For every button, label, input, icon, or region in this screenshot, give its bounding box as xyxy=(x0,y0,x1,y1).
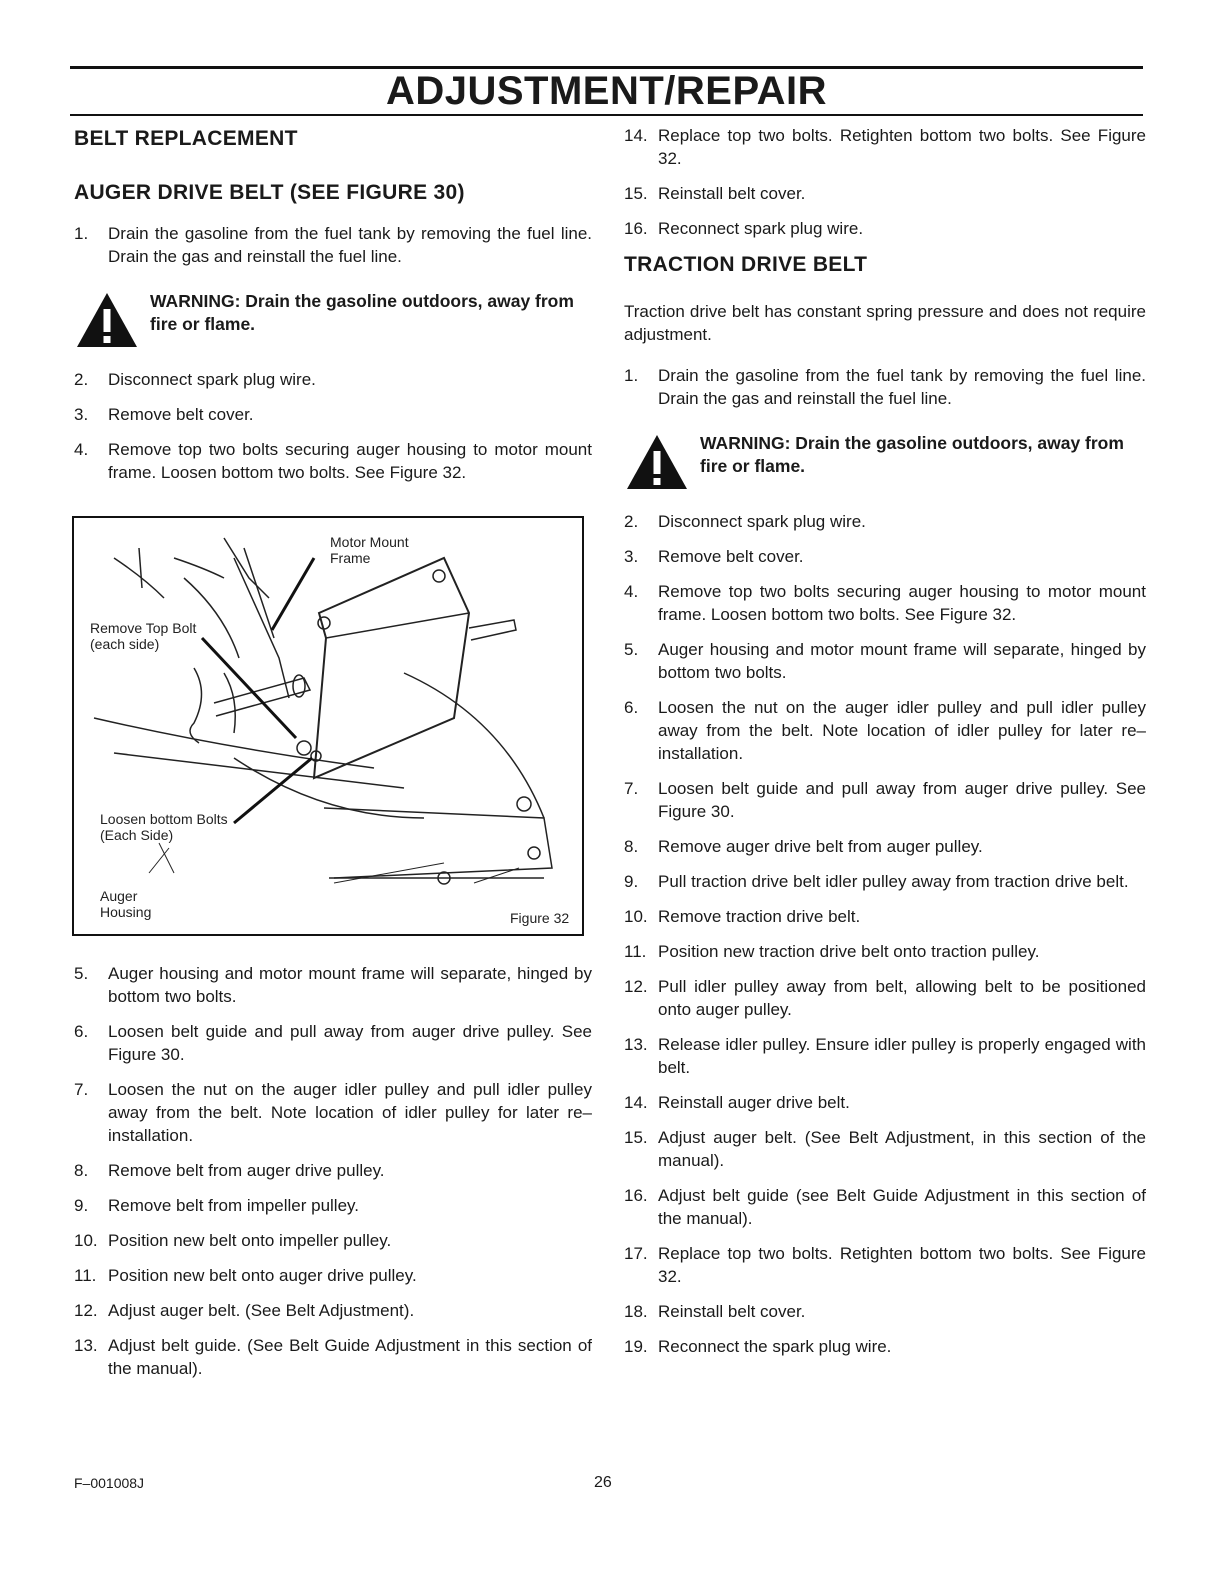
step-item xyxy=(74,368,592,391)
step-item xyxy=(74,1194,592,1217)
step-number: 2. xyxy=(74,370,89,389)
step-text: Replace top two bolts. Retighten bottom two bolts. See Figure 32. xyxy=(658,126,1146,168)
step-text: Reconnect spark plug wire. xyxy=(658,219,864,238)
step-text: Adjust belt guide. (See Belt Guide Adjustment in this section of the manual). xyxy=(108,1336,592,1378)
step-text: Drain the gasoline from the fuel tank by removing the fuel line. Drain the gas and reinstall the fuel line. xyxy=(658,366,1146,408)
step-item xyxy=(74,1159,592,1182)
step-item xyxy=(624,545,1146,568)
step-number: 1. xyxy=(74,224,89,243)
step-text: Adjust auger belt. (See Belt Adjustment). xyxy=(108,1301,415,1320)
document-code: F–001008J xyxy=(74,1475,145,1491)
step-number: 4. xyxy=(624,582,639,601)
step-item xyxy=(624,1091,1146,1114)
label-remove-top-bolt: Remove Top Bolt (each side) xyxy=(90,620,197,652)
section-heading: BELT REPLACEMENT xyxy=(74,127,298,150)
step-number: 9. xyxy=(74,1196,89,1215)
step-number: 8. xyxy=(624,837,639,856)
step-text: Auger housing and motor mount frame will separate, hinged by bottom two bolts. xyxy=(108,964,592,1006)
steps-list xyxy=(624,510,1146,1358)
step-text: Disconnect spark plug wire. xyxy=(108,370,316,389)
step-item xyxy=(624,835,1146,858)
step-item xyxy=(624,510,1146,533)
step-number: 17. xyxy=(624,1244,648,1263)
page-title: ADJUSTMENT/REPAIR xyxy=(385,69,828,113)
warning-block xyxy=(624,432,1146,492)
steps-list xyxy=(74,368,592,484)
step-number: 16. xyxy=(624,1186,648,1205)
step-number: 13. xyxy=(624,1035,648,1054)
step-number: 3. xyxy=(624,547,639,566)
steps-list xyxy=(74,222,592,268)
step-number: 13. xyxy=(74,1336,98,1355)
step-text: Replace top two bolts. Retighten bottom two bolts. See Figure 32. xyxy=(658,1244,1146,1286)
steps-list xyxy=(624,124,1146,240)
step-number: 7. xyxy=(624,779,639,798)
step-number: 12. xyxy=(74,1301,98,1320)
steps-list xyxy=(74,962,592,1380)
step-text: Loosen the nut on the auger idler pulley and pull idler pulley away from the belt. Note location of idler pulley for later re–installation. xyxy=(658,698,1146,763)
step-item xyxy=(624,870,1146,893)
step-text: Remove top two bolts securing auger housing to motor mount frame. Loosen bottom two bolts. See Figure 32. xyxy=(658,582,1146,624)
step-number: 2. xyxy=(624,512,639,531)
step-item xyxy=(624,1242,1146,1288)
step-number: 3. xyxy=(74,405,89,424)
auger-drive-belt-heading: AUGER DRIVE BELT (SEE FIGURE 30) xyxy=(74,181,465,204)
step-text: Remove traction drive belt. xyxy=(658,907,861,926)
step-item xyxy=(74,1078,592,1147)
step-item xyxy=(624,638,1146,684)
step-item xyxy=(624,940,1146,963)
warning-block xyxy=(74,290,592,350)
step-number: 5. xyxy=(624,640,639,659)
step-number: 8. xyxy=(74,1161,89,1180)
step-text: Reinstall belt cover. xyxy=(658,184,806,203)
motor-mount-illustration xyxy=(74,518,584,936)
step-text: Pull idler pulley away from belt, allowing belt to be positioned onto auger pulley. xyxy=(658,977,1146,1019)
step-item xyxy=(624,1300,1146,1323)
step-text: Remove top two bolts securing auger housing to motor mount frame. Loosen bottom two bolts. See Figure 32. xyxy=(108,440,592,482)
step-number: 16. xyxy=(624,219,648,238)
step-text: Position new belt onto auger drive pulley. xyxy=(108,1266,417,1285)
step-text: Position new traction drive belt onto traction pulley. xyxy=(658,942,1040,961)
step-item xyxy=(74,962,592,1008)
step-text: Reconnect the spark plug wire. xyxy=(658,1337,892,1356)
step-text: Reinstall belt cover. xyxy=(658,1302,806,1321)
step-item xyxy=(74,1299,592,1322)
step-number: 19. xyxy=(624,1337,648,1356)
step-item xyxy=(624,580,1146,626)
step-text: Drain the gasoline from the fuel tank by removing the fuel line. Drain the gas and reinstall the fuel line. xyxy=(108,224,592,266)
step-number: 18. xyxy=(624,1302,648,1321)
step-number: 12. xyxy=(624,977,648,996)
step-item xyxy=(74,1229,592,1252)
step-text: Pull traction drive belt idler pulley away from traction drive belt. xyxy=(658,872,1129,891)
step-number: 6. xyxy=(624,698,639,717)
title-underline xyxy=(70,114,1143,116)
step-number: 10. xyxy=(624,907,648,926)
step-number: 15. xyxy=(624,184,648,203)
right-column xyxy=(624,124,1146,1370)
step-text: Disconnect spark plug wire. xyxy=(658,512,866,531)
step-text: Position new belt onto impeller pulley. xyxy=(108,1231,392,1250)
step-item xyxy=(624,1126,1146,1172)
step-text: Loosen belt guide and pull away from auger drive pulley. See Figure 30. xyxy=(658,779,1146,821)
traction-drive-belt-heading: TRACTION DRIVE BELT xyxy=(624,253,868,276)
step-item xyxy=(624,777,1146,823)
label-loosen-bottom-bolts: Loosen bottom Bolts (Each Side) xyxy=(100,811,228,843)
step-text: Auger housing and motor mount frame will separate, hinged by bottom two bolts. xyxy=(658,640,1146,682)
step-number: 4. xyxy=(74,440,89,459)
step-item xyxy=(624,1335,1146,1358)
page-number: 26 xyxy=(594,1474,612,1491)
step-number: 10. xyxy=(74,1231,98,1250)
traction-intro: Traction drive belt has constant spring pressure and does not require adjustment. xyxy=(624,302,1146,344)
step-item xyxy=(624,124,1146,170)
step-item xyxy=(74,222,592,268)
step-item xyxy=(624,182,1146,205)
warning-triangle-icon xyxy=(76,292,138,348)
step-item xyxy=(624,364,1146,410)
warning-text: WARNING: Drain the gasoline outdoors, away from fire or flame. xyxy=(150,291,574,334)
step-number: 6. xyxy=(74,1022,89,1041)
step-number: 5. xyxy=(74,964,89,983)
label-auger-housing: Auger Housing xyxy=(100,888,152,920)
step-text: Remove auger drive belt from auger pulley. xyxy=(658,837,983,856)
step-text: Remove belt from auger drive pulley. xyxy=(108,1161,385,1180)
step-number: 15. xyxy=(624,1128,648,1147)
step-text: Remove belt cover. xyxy=(108,405,254,424)
step-number: 7. xyxy=(74,1080,89,1099)
figure-32 xyxy=(72,516,584,936)
step-text: Remove belt cover. xyxy=(658,547,804,566)
step-item xyxy=(624,905,1146,928)
step-text: Loosen belt guide and pull away from auger drive pulley. See Figure 30. xyxy=(108,1022,592,1064)
step-item xyxy=(74,1264,592,1287)
step-item xyxy=(74,1334,592,1380)
step-item xyxy=(624,696,1146,765)
step-item xyxy=(74,403,592,426)
label-motor-mount-frame: Motor Mount Frame xyxy=(330,534,409,566)
step-item xyxy=(624,1033,1146,1079)
step-text: Reinstall auger drive belt. xyxy=(658,1093,850,1112)
step-number: 14. xyxy=(624,1093,648,1112)
step-text: Remove belt from impeller pulley. xyxy=(108,1196,359,1215)
figure-caption: Figure 32 xyxy=(510,910,570,926)
warning-triangle-icon xyxy=(626,434,688,490)
step-item xyxy=(74,1020,592,1066)
step-text: Release idler pulley. Ensure idler pulley is properly engaged with belt. xyxy=(658,1035,1146,1077)
steps-list xyxy=(624,364,1146,410)
step-text: Adjust belt guide (see Belt Guide Adjustment in this section of the manual). xyxy=(658,1186,1146,1228)
step-item xyxy=(624,217,1146,240)
left-column xyxy=(74,124,592,1392)
warning-text: WARNING: Drain the gasoline outdoors, away from fire or flame. xyxy=(700,433,1124,476)
step-item xyxy=(74,438,592,484)
step-item xyxy=(624,1184,1146,1230)
step-number: 14. xyxy=(624,126,648,145)
step-text: Loosen the nut on the auger idler pulley and pull idler pulley away from the belt. Note location of idler pulley for later re–installation. xyxy=(108,1080,592,1145)
step-number: 9. xyxy=(624,872,639,891)
step-number: 11. xyxy=(74,1266,97,1285)
step-number: 11. xyxy=(624,942,647,961)
step-item xyxy=(624,975,1146,1021)
step-number: 1. xyxy=(624,366,639,385)
step-text: Adjust auger belt. (See Belt Adjustment, in this section of the manual). xyxy=(658,1128,1146,1170)
